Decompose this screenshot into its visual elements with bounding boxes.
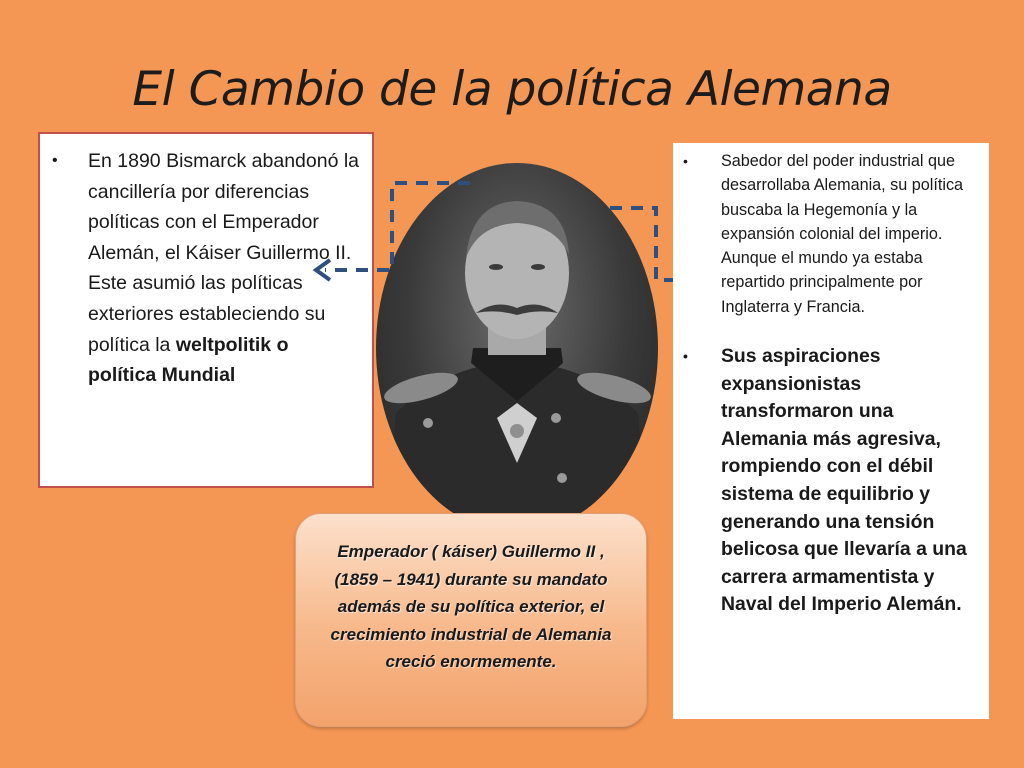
left-bullet: [52, 146, 362, 391]
left-bullet-text: En 1890 Bismarck abandonó la cancillería por diferencias políticas con el Emperador Alemán, el Káiser Guillermo II. Este asumió las políticas exteriores estableciendo su política la: [88, 150, 360, 356]
right-bullet-2-text: Sus aspiraciones expansionistas transformaron una Alemania más agresiva, rompiendo con el débil sistema de equilibrio y generando una tensión belicosa que llevaría a una carrera armamentista y Naval del Imperio Alemán.: [721, 345, 967, 616]
portrait-caption: Emperador ( káiser) Guillermo II , (1859 – 1941) durante su mandato además de su política exterior, el crecimiento industrial de Alemania creció enormemente.: [295, 513, 647, 727]
portrait-illustration: [376, 163, 658, 533]
right-bullet-2: [683, 343, 981, 619]
right-bullet-1-text: Sabedor del poder industrial que desarrollaba Alemania, su política buscaba la Hegemonía y la expansión colonial del imperio. Aunque el mundo ya estaba repartido principalmente por Inglaterra y Francia.: [721, 152, 964, 316]
right-bullet-1: [683, 149, 981, 319]
left-bullet-bold-text: weltpolitik o política Mundial: [88, 333, 289, 387]
slide-title: El Cambio de la política Alemana: [132, 62, 892, 117]
bullet-marker: •: [52, 152, 58, 169]
bullet-marker: •: [683, 153, 688, 169]
bullet-marker: •: [683, 348, 688, 365]
left-text-box: [38, 132, 374, 488]
right-text-box: [673, 143, 989, 719]
kaiser-portrait: [376, 163, 658, 533]
